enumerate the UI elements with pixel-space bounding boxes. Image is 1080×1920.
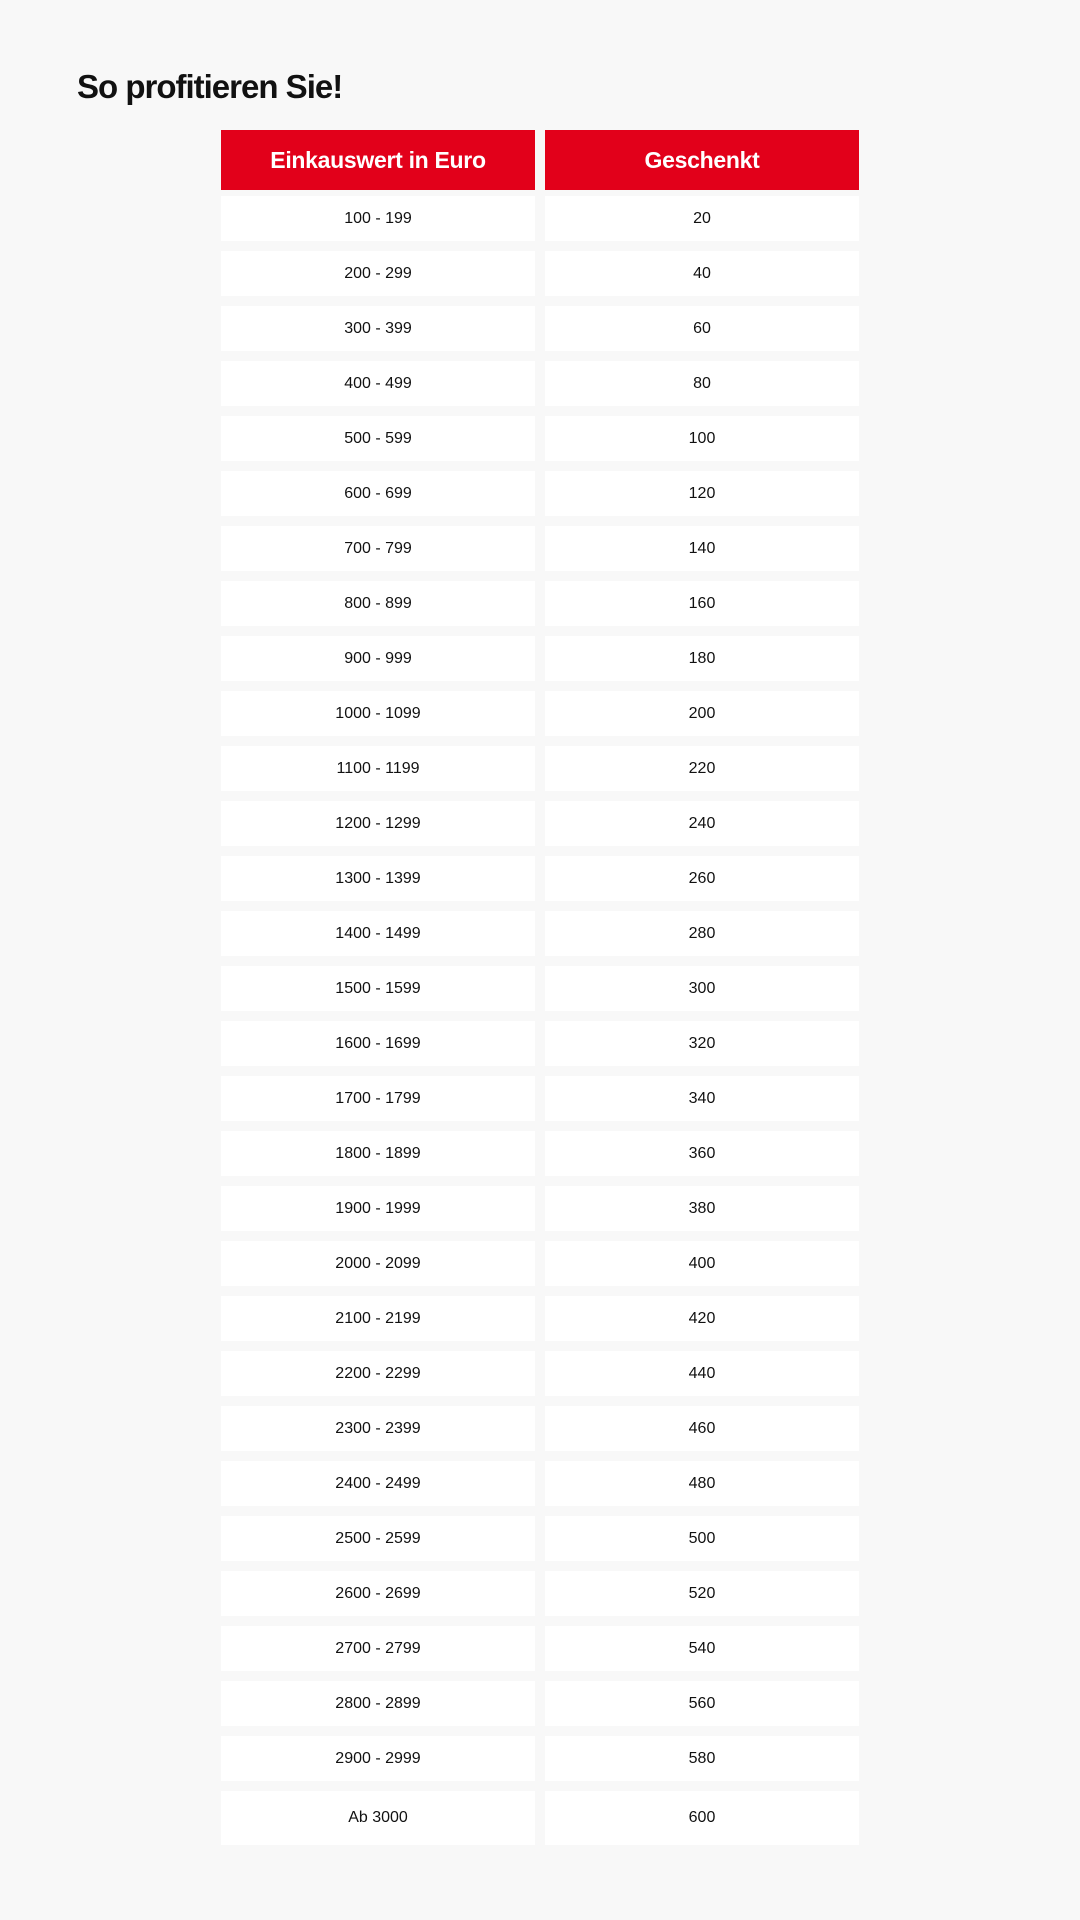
purchase-value-cell: 1400 - 1499 bbox=[221, 911, 535, 956]
purchase-value-cell: 2800 - 2899 bbox=[221, 1681, 535, 1726]
table-row bbox=[221, 1736, 859, 1781]
purchase-value-cell: 300 - 399 bbox=[221, 306, 535, 351]
gift-value-cell: 440 bbox=[545, 1351, 859, 1396]
gift-value-cell: 560 bbox=[545, 1681, 859, 1726]
gift-value-cell: 400 bbox=[545, 1241, 859, 1286]
purchase-value-cell: 700 - 799 bbox=[221, 526, 535, 571]
gift-value-cell: 500 bbox=[545, 1516, 859, 1561]
gift-value-cell: 120 bbox=[545, 471, 859, 516]
gift-value-cell: 100 bbox=[545, 416, 859, 461]
table-row bbox=[221, 471, 859, 516]
table-row bbox=[221, 416, 859, 461]
table-row bbox=[221, 1351, 859, 1396]
gift-value-cell: 140 bbox=[545, 526, 859, 571]
gift-value-cell: 520 bbox=[545, 1571, 859, 1616]
gift-value-cell: 380 bbox=[545, 1186, 859, 1231]
table-row bbox=[221, 856, 859, 901]
table-header-row bbox=[221, 130, 859, 190]
gift-value-cell: 180 bbox=[545, 636, 859, 681]
purchase-value-cell: 1700 - 1799 bbox=[221, 1076, 535, 1121]
purchase-value-cell: Ab 3000 bbox=[221, 1791, 535, 1845]
table-row bbox=[221, 1461, 859, 1506]
gift-value-cell: 280 bbox=[545, 911, 859, 956]
table-row bbox=[221, 1021, 859, 1066]
table-row bbox=[221, 196, 859, 241]
gift-value-cell: 360 bbox=[545, 1131, 859, 1176]
table-row bbox=[221, 911, 859, 956]
purchase-value-cell: 200 - 299 bbox=[221, 251, 535, 296]
purchase-value-cell: 1000 - 1099 bbox=[221, 691, 535, 736]
purchase-value-cell: 1300 - 1399 bbox=[221, 856, 535, 901]
gift-value-cell: 240 bbox=[545, 801, 859, 846]
table-row bbox=[221, 251, 859, 296]
purchase-value-cell: 2700 - 2799 bbox=[221, 1626, 535, 1671]
gift-value-cell: 20 bbox=[545, 196, 859, 241]
table-row bbox=[221, 581, 859, 626]
table-row bbox=[221, 1571, 859, 1616]
table-row bbox=[221, 1626, 859, 1671]
gift-value-cell: 600 bbox=[545, 1791, 859, 1845]
gift-value-cell: 480 bbox=[545, 1461, 859, 1506]
purchase-value-cell: 2600 - 2699 bbox=[221, 1571, 535, 1616]
table-row bbox=[221, 1406, 859, 1451]
purchase-value-cell: 400 - 499 bbox=[221, 361, 535, 406]
gift-value-cell: 80 bbox=[545, 361, 859, 406]
purchase-value-cell: 100 - 199 bbox=[221, 196, 535, 241]
gift-value-cell: 540 bbox=[545, 1626, 859, 1671]
gift-value-cell: 340 bbox=[545, 1076, 859, 1121]
table-row bbox=[221, 1131, 859, 1176]
gift-value-cell: 260 bbox=[545, 856, 859, 901]
purchase-value-cell: 1100 - 1199 bbox=[221, 746, 535, 791]
header-gift: Geschenkt bbox=[545, 130, 859, 190]
table-row bbox=[221, 1076, 859, 1121]
page-title: So profitieren Sie! bbox=[77, 68, 343, 105]
table-row bbox=[221, 1296, 859, 1341]
gift-value-cell: 160 bbox=[545, 581, 859, 626]
table-row bbox=[221, 306, 859, 351]
gift-value-cell: 300 bbox=[545, 966, 859, 1011]
table-row bbox=[221, 746, 859, 791]
table-row bbox=[221, 1241, 859, 1286]
purchase-value-cell: 900 - 999 bbox=[221, 636, 535, 681]
purchase-value-cell: 1500 - 1599 bbox=[221, 966, 535, 1011]
table-row bbox=[221, 636, 859, 681]
table-row bbox=[221, 1681, 859, 1726]
purchase-value-cell: 2900 - 2999 bbox=[221, 1736, 535, 1781]
purchase-value-cell: 800 - 899 bbox=[221, 581, 535, 626]
purchase-value-cell: 1200 - 1299 bbox=[221, 801, 535, 846]
table-row bbox=[221, 691, 859, 736]
purchase-value-cell: 1900 - 1999 bbox=[221, 1186, 535, 1231]
purchase-value-cell: 2200 - 2299 bbox=[221, 1351, 535, 1396]
gift-value-cell: 420 bbox=[545, 1296, 859, 1341]
table-row bbox=[221, 526, 859, 571]
table-row bbox=[221, 966, 859, 1011]
table-row bbox=[221, 1791, 859, 1845]
gift-value-cell: 320 bbox=[545, 1021, 859, 1066]
gift-value-cell: 40 bbox=[545, 251, 859, 296]
table-row bbox=[221, 1186, 859, 1231]
reward-table bbox=[221, 130, 859, 1855]
purchase-value-cell: 1800 - 1899 bbox=[221, 1131, 535, 1176]
purchase-value-cell: 2100 - 2199 bbox=[221, 1296, 535, 1341]
purchase-value-cell: 1600 - 1699 bbox=[221, 1021, 535, 1066]
gift-value-cell: 220 bbox=[545, 746, 859, 791]
table-row bbox=[221, 801, 859, 846]
purchase-value-cell: 2300 - 2399 bbox=[221, 1406, 535, 1451]
gift-value-cell: 200 bbox=[545, 691, 859, 736]
purchase-value-cell: 2400 - 2499 bbox=[221, 1461, 535, 1506]
gift-value-cell: 60 bbox=[545, 306, 859, 351]
gift-value-cell: 460 bbox=[545, 1406, 859, 1451]
purchase-value-cell: 500 - 599 bbox=[221, 416, 535, 461]
purchase-value-cell: 2500 - 2599 bbox=[221, 1516, 535, 1561]
purchase-value-cell: 600 - 699 bbox=[221, 471, 535, 516]
header-purchase-value: Einkauswert in Euro bbox=[221, 130, 535, 190]
purchase-value-cell: 2000 - 2099 bbox=[221, 1241, 535, 1286]
table-row bbox=[221, 361, 859, 406]
table-row bbox=[221, 1516, 859, 1561]
gift-value-cell: 580 bbox=[545, 1736, 859, 1781]
